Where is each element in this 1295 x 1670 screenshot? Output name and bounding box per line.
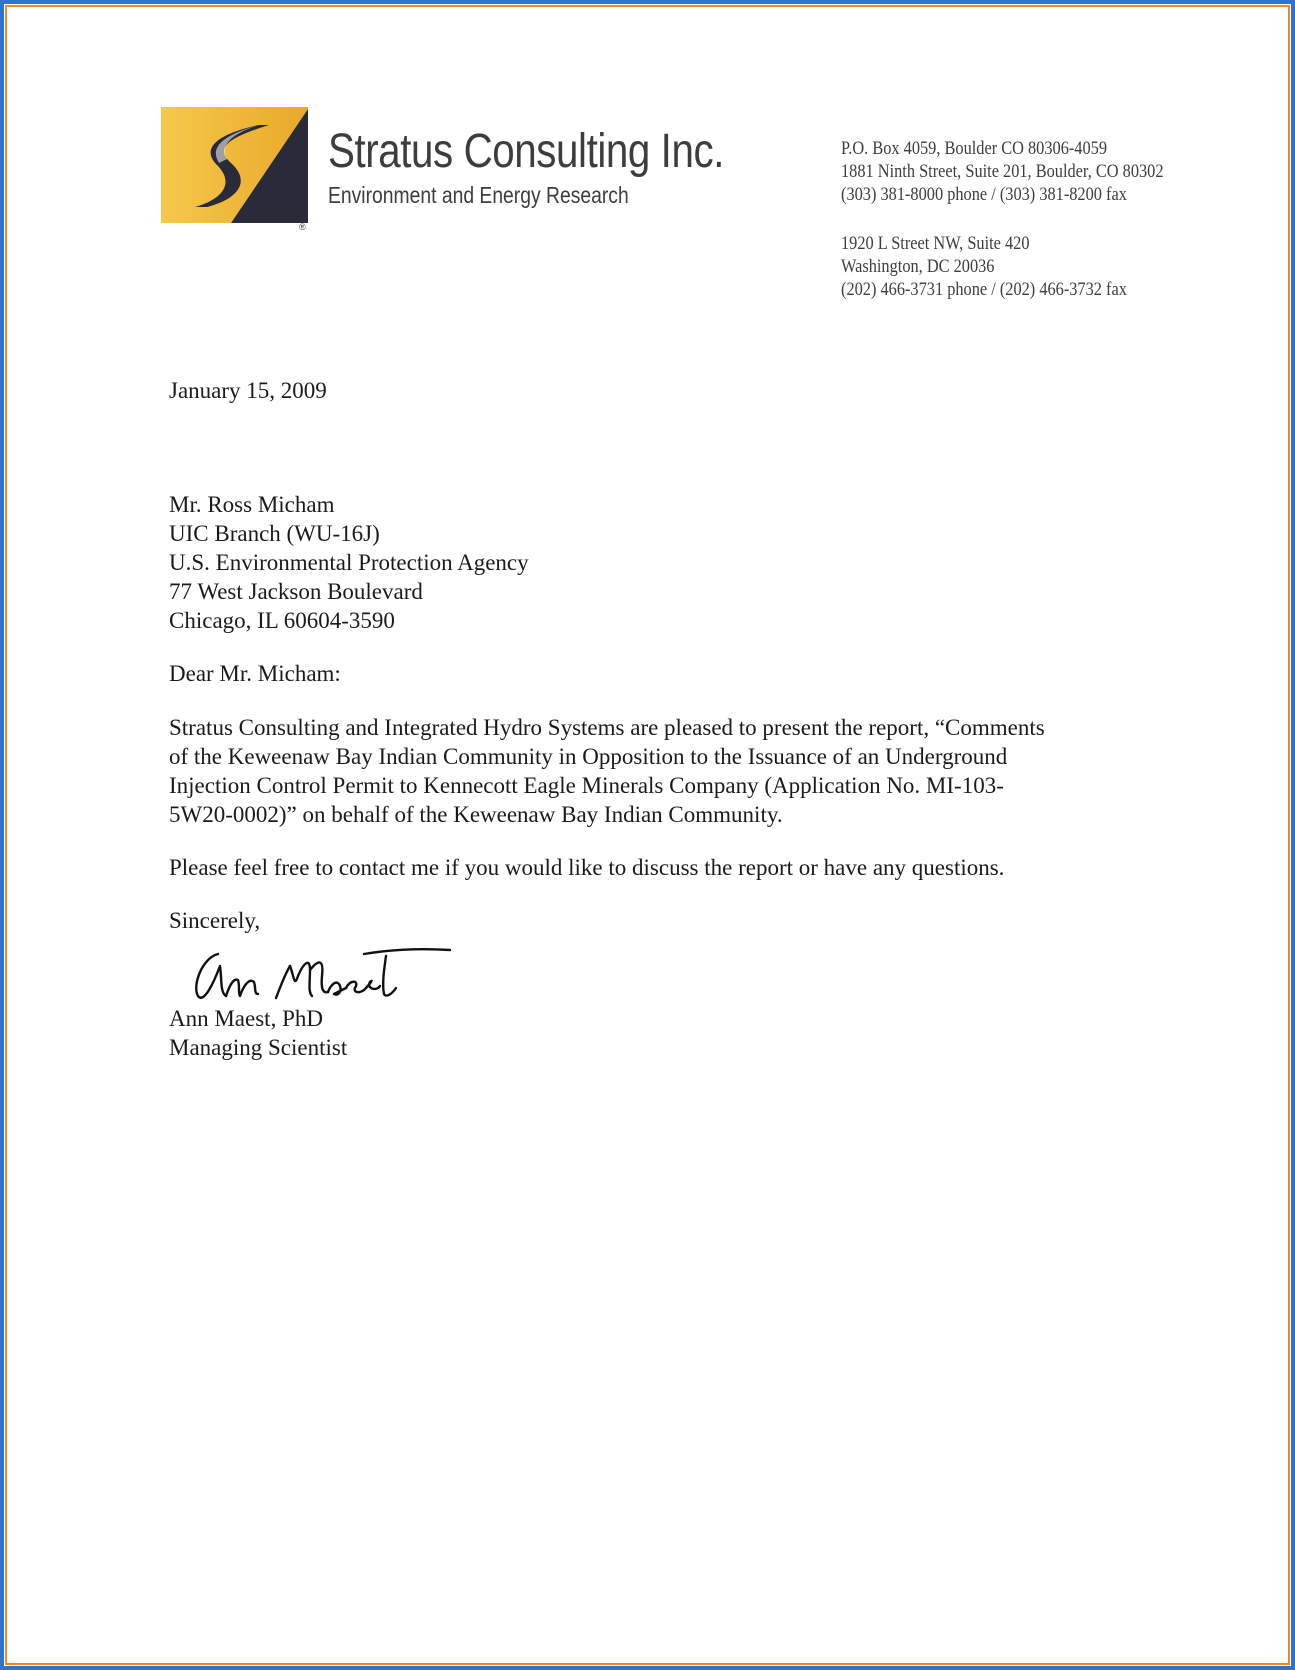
boulder-address-line: 1881 Ninth Street, Suite 201, Boulder, CO 80302 [841, 161, 1164, 182]
recipient-line: 77 West Jackson Boulevard [169, 579, 423, 604]
body-paragraph-2: Please feel free to contact me if you would like to discuss the report or have any questions. [169, 855, 1005, 880]
signer-title: Managing Scientist [169, 1035, 348, 1060]
dc-phone-fax: (202) 466-3731 phone / (202) 466-3732 fax [841, 279, 1127, 300]
paragraph-line: 5W20-0002)” on behalf of the Keweenaw Bay Indian Community. [169, 802, 783, 827]
handwritten-signature [188, 936, 458, 1008]
company-name: Stratus Consulting Inc. [328, 125, 724, 178]
recipient-line: U.S. Environmental Protection Agency [169, 550, 529, 575]
boulder-address-line: P.O. Box 4059, Boulder CO 80306-4059 [841, 138, 1107, 159]
dc-address-line: Washington, DC 20036 [841, 256, 995, 277]
registered-trademark-mark: ® [299, 222, 306, 232]
boulder-address-block [841, 137, 1164, 206]
signer-name: Ann Maest, PhD [169, 1006, 323, 1031]
salutation: Dear Mr. Micham: [169, 661, 341, 686]
boulder-phone-fax: (303) 381-8000 phone / (303) 381-8200 fax [841, 184, 1127, 205]
dc-address-block [841, 232, 1127, 301]
paragraph-line: Stratus Consulting and Integrated Hydro Systems are pleased to present the report, “Comments [169, 715, 1045, 740]
recipient-address-block [169, 490, 529, 635]
company-logo-icon [161, 107, 308, 223]
recipient-line: Chicago, IL 60604-3590 [169, 608, 395, 633]
dc-address-line: 1920 L Street NW, Suite 420 [841, 233, 1030, 254]
recipient-name: Mr. Ross Micham [169, 492, 335, 517]
paragraph-line: Injection Control Permit to Kennecott Eagle Minerals Company (Application No. MI-103- [169, 773, 1004, 798]
company-tagline: Environment and Energy Research [328, 182, 629, 208]
signer-block [169, 1004, 347, 1062]
recipient-line: UIC Branch (WU-16J) [169, 521, 380, 546]
body-paragraph-1 [169, 713, 1045, 829]
paragraph-line: of the Keweenaw Bay Indian Community in Opposition to the Issuance of an Underground [169, 744, 1008, 769]
closing: Sincerely, [169, 908, 261, 933]
letter-date: January 15, 2009 [169, 378, 327, 403]
